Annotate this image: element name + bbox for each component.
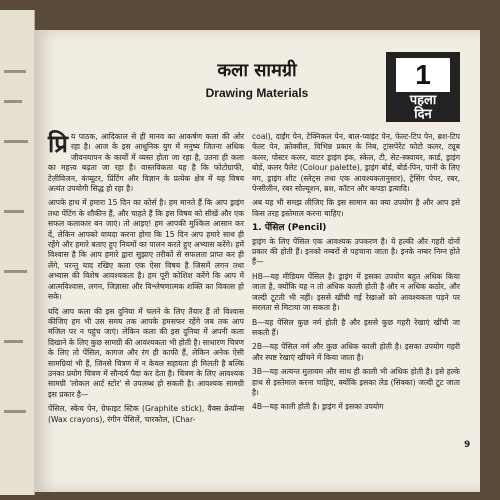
text-column-right [252,132,460,417]
drop-cap: प्रि [48,130,68,158]
chapter-badge [386,52,460,122]
paragraph: आपके हाथ में हमारा 15 दिन का कोर्स है। हम मानते हैं कि आप ड्राइंग तथा पेंटिंग के शौकीन हैं, और चाहते हैं कि इस विषय को सीखें और एक सफल कलाकार बन जाएं। तो आइए! हम आपकी मुश्किल आसान कर दें, लेकिन आपको वायदा करना होगा कि 15 दिन आप हमारे साथ ही रहेंगे और हमारे बताए हुए नियमों का पालन करते हुए अभ्यास करेंगे। हमें विश्वास है कि आप हमारे द्वारा सुझाए तरीकों से सफलता प्राप्त कर ही लेंगे, परन्तु याद रखिए कला एक ऐसा विषय है जिसमें लगन तथा अभ्यास की विशेष आवश्यकता है। हम पूरी कोशिश करेंगे कि आप में आत्मविश्वास, लगन, जिज्ञासा और विश्लेषणात्मक शक्ति का विकास हो सके। [48,198,244,302]
paragraph [48,132,244,194]
section-heading: 1. पेंसिल (Pencil) [252,223,327,234]
paragraph-text: य पाठक, आदिकाल से ही मानव का आकर्षण कला की ओर रहा है। आज के इस आधुनिक युग में मनुष्य जितना अधिक जीवनयापन के कार्यों में व्यस्त होता जा रहा है, उतना ही कला का महत्त्व बढ़ता जा रहा है। वास्तविकता यह है कि फोटोग्राफी, टेलीविजन, कंप्यूटर, प्रिंटिंग और विज्ञान के प्रत्येक क्षेत्र में यह विषय अत्यंत उपयोगी सिद्ध हो रहा है। [48,132,244,194]
paragraph: 4B—यह काली होती है। ड्राइंग में इसका उपयोग [252,402,384,412]
book-page [34,30,480,492]
paragraph: यदि आप कला की इस दुनिया में चलने के लिए तैयार हैं तो विश्वास कीजिए हम भी उस समय तक आपके हमसफर रहेंगे जब तक आप मंजिल पर न पहुंच जाएं। लेकिन कला की इस दुनिया में अपनी कला दिखाने के लिए कुछ सामग्री की आवश्यकता भी होती है। साधारण चित्रण के लिए तो पेंसिल, कागज और रंग ही काफी हैं, लेकिन अनेक ऐसी सामग्रियां भी हैं, जिनसे चित्रण में न केवल सहायता ही मिलती है बल्कि उनका प्रयोग चित्रण में सौन्दर्य पैदा कर देता है। चित्रण के लिए आवश्यक सामग्री 'लोकल आर्ट स्टोर' से उपलब्ध हो सकती है। आवश्यक सामग्री इस प्रकार है— [48,306,244,399]
page-title-english: Drawing Materials [205,86,309,100]
paragraph: 3B—यह अत्यन्त मुलायम और साथ ही काली भी अधिक होती है। इसे हल्के हाथ से इस्तेमाल करना चाहिए, क्योंकि इसका लेड (सिक्का) जल्दी टूट जाता है। [252,367,460,397]
paragraph: B—यह पेंसिल कुछ नर्म होती है और इससे कुछ गहरी रेखाएं खींची जा सकती हैं। [252,317,460,337]
paragraph: ड्राइंग के लिए पेंसिल एक आवश्यक उपकरण है। ये हल्की और गहरी दोनों प्रकार की होती हैं। इनको नम्बरों से पहचाना जाता है। इनके नम्बर निम्न होते हैं— [252,236,460,267]
day-label-line1: पहला [409,93,437,108]
paragraph: अब यह भी समझ लीजिए कि इस सामान का क्या उपयोग है और आप इसे किस तरह इस्तेमाल करना चाहिए। [252,198,460,218]
text-column-left [48,132,244,429]
paragraph: HB—यह मीडियम पेंसिल है। ड्राइंग में इसका उपयोग बहुत अधिक किया जाता है, क्योंकि यह न तो अधिक काली होती है और न अधिक कठोर, और जल्दी टूटती भी नहीं। इससे खींची गई रेखाओं को आवश्यकता पड़ने पर सरलता से मिटाया जा सकता है। [252,271,460,313]
left-page-edge [0,10,35,495]
page-title-hindi: कला सामग्री [217,60,297,81]
day-label-line2: दिन [414,107,432,122]
page-number: 9 [464,440,471,450]
day-label [386,94,460,122]
paragraph: coal), दाईंग पेन, टेक्निकल पेन, बाल-प्वाइंट पेन, फेल्ट-टिप पेन, ब्रश-टिप फेल्ट पेन, क्रोक्वील, विभिन्न प्रकार के निब, ट्रांसपेरेंट फोटो कलर, ट्यूब कलर, पोस्टर कलर, वाटर ड्राइंग इंक, स्केल, टी, सेट-स्क्वायर, कार्ड, ड्राइंग बोर्ड, कलर पैलेट (Colour palette), ड्राइंग बोर्ड, बोर्ड-पिन, पानी के लिए मग, ड्राइंग शीट (स्लेट्स तथा एक आवश्यकतानुसार), ट्रेसिंग पेपर, रबर, पेन्सीलीन, रबर सोल्यूशन, ब्रश, कॉटन और कपड़ा इत्यादि। [252,132,460,194]
paragraph: पेंसिल, स्केच पेन, ग्रेफाइट स्टिक (Graphite stick), वैक्स क्रेयॉन्स (Wax crayons), रंगीन पेंसिलें, चारकोल, (Char- [48,404,244,424]
paragraph: 2B—यह पेंसिल नर्म और कुछ अधिक काली होती है। इसका उपयोग गहरी और स्पष्ट रेखाएं खींचने में किया जाता है। [252,342,460,362]
chapter-number: 1 [396,58,450,92]
